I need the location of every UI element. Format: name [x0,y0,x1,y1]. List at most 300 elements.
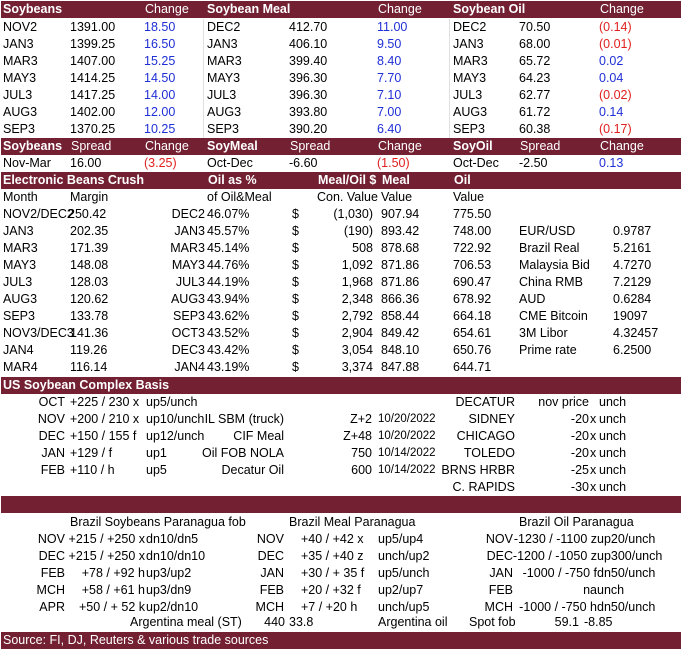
crush-margin: 202.35 [70,224,109,238]
brazil-meal-month: JAN [260,566,284,580]
brazil-meal-month: DEC [257,549,284,563]
futures-header-bar [1,1,681,18]
fx-label: EUR/USD [519,224,576,238]
crush-mealvalue-label: Value [381,190,413,204]
brazil-oil-month: JAN [489,566,513,580]
soybeans-price: 1370.25 [70,122,116,136]
soybeans-month: AUG3 [3,105,38,119]
crush-meal-oil: 2,792 [341,309,373,323]
fx-label: CME Bitcoin [519,309,588,323]
spread-oil-period: Oct-Dec [453,156,499,170]
crush-margin: 250.42 [68,207,107,221]
crush-oil-value: 678.92 [453,292,492,306]
brazil-oil-change: up300/unch [597,549,663,563]
brazil-soy-change: up3/up2 [146,566,192,580]
basis-processor-x: x [590,480,597,494]
meal-change: 7.00 [377,105,402,119]
crush-meal-oil: 508 [352,241,373,255]
basis-soy-bid: +129 / f [70,446,113,460]
basis-processor-location: DECATUR [455,395,515,409]
brazil-soy-change: up3/dn9 [146,583,192,597]
soybeans-month: JAN3 [3,37,34,51]
crush-dollar: $ [292,241,299,255]
argentina-meal-label: Argentina meal (ST) [130,615,242,629]
spread-oil-change-label: Change [600,139,644,153]
spread-meal-label: Spread [290,139,331,153]
soybeans-title: Soybeans [3,2,63,16]
spread-oil-value: -2.50 [519,156,548,170]
crush-meal-oil: 3,054 [341,343,373,357]
crush-dollar: $ [292,224,299,238]
basis-soy-bid: +225 / 230 x [70,395,140,409]
fx-label: Malaysia Bid [519,258,590,272]
soybeans-change: 10.25 [144,122,176,136]
meal-price: 412.70 [289,20,328,34]
fx-value: 6.2500 [613,343,652,357]
brazil-oil-change: dn50/unch [597,566,656,580]
crush-month2: JAN4 [174,360,205,374]
brazil-oil-change: up20/unch [597,532,656,546]
crush-meal-oil: 1,968 [341,275,373,289]
spread-oil-title: SoyOil [453,139,493,153]
crush-oil-pct: 43.94% [207,292,250,306]
crush-month: NOV3/DEC3 [3,326,74,340]
crush-margin: 133.78 [70,309,109,323]
crush-month: AUG3 [3,292,38,306]
crush-meal-oil: 2,904 [341,326,373,340]
crush-dollar: $ [292,343,299,357]
basis-soy-month: NOV [37,412,65,426]
argentina-oil-change: -8.85 [584,615,613,629]
basis-soy-month: DEC [38,429,65,443]
fx-value: 0.9787 [613,224,652,238]
footer-bar [1,632,681,649]
oil-change: (0.01) [599,37,632,51]
brazil-meal-month: NOV [256,532,284,546]
brazil-meal-bid: +20 / +32 f [301,583,361,597]
crush-oil-pct: 43.62% [207,309,250,323]
basis-product-date: 10/20/2022 [378,430,436,442]
brazil-meal-change: up2/up7 [378,583,424,597]
argentina-meal-value: 440 [264,615,285,629]
brazil-oil-month: MCH [484,600,513,614]
meal-change: 6.40 [377,122,402,136]
crush-meal-value: 866.36 [381,292,420,306]
crush-month2: OCT3 [171,326,205,340]
spread-meal-change: (1.50) [377,156,410,170]
oil-month: SEP3 [453,122,485,136]
oil-price: 64.23 [519,71,551,85]
soybeans-price: 1417.25 [70,88,116,102]
oil-change: 0.02 [599,54,624,68]
crush-margin: 141.36 [70,326,109,340]
basis-processor-change: unch [599,429,627,443]
brazil-oil-title: Brazil Oil Paranagua [519,515,634,529]
spreads-header-bar [1,138,681,155]
footer-source: Source: FI, DJ, Reuters & various trade sources [3,633,269,647]
meal-price: 390.20 [289,122,328,136]
meal-change: 7.10 [377,88,402,102]
crush-oil-pct: 43.52% [207,326,250,340]
soybeans-price: 1407.00 [70,54,116,68]
basis-title: US Soybean Complex Basis [3,378,170,392]
crush-oil-pct: 44.19% [207,275,250,289]
spread-meal-period: Oct-Dec [207,156,253,170]
crush-meal-value: 847.88 [381,360,420,374]
basis-product-label: Decatur Oil [221,463,284,477]
brazil-oil-month: FEB [488,583,513,597]
brazil-meal-change: up5/unch [378,566,430,580]
soybeans-price: 1414.25 [70,71,116,85]
brazil-meal-title: Brazil Meal Paranagua [289,515,416,529]
crush-month: SEP3 [3,309,35,323]
crush-oil-value: 748.00 [453,224,492,238]
oil-price: 68.00 [519,37,551,51]
meal-title: Soybean Meal [207,2,291,16]
basis-processor-change: unch [599,446,627,460]
basis-soy-change: up1 [146,446,167,460]
fx-label: Brazil Real [519,241,580,255]
meal-change-label: Change [378,2,422,16]
basis-processor-change: unch [599,412,627,426]
basis-soy-month: FEB [40,463,65,477]
crush-dollar: $ [292,292,299,306]
meal-price: 396.30 [289,88,328,102]
basis-processor-x: x [590,429,597,443]
meal-month: JUL3 [207,88,237,102]
meal-change: 9.50 [377,37,402,51]
crush-oil-value: 644.71 [453,360,492,374]
crush-oil-value: 706.53 [453,258,492,272]
brazil-soy-bid: +215 / +250 x [68,532,145,546]
oil-price: 65.72 [519,54,551,68]
brazil-soy-month: APR [39,600,65,614]
meal-price: 396.30 [289,71,328,85]
brazil-oil-bid: -1200 / -1050 z [512,549,597,563]
crush-meal-oil: (1,030) [333,207,373,221]
basis-processor-value: -20 [570,412,589,426]
meal-price: 406.10 [289,37,328,51]
brazil-oil-change: dn50/unch [597,600,656,614]
crush-meal-value: 849.42 [381,326,420,340]
basis-processor-x: x [590,446,597,460]
brazil-oil-change: unch [597,583,625,597]
spread-meal-change-label: Change [378,139,422,153]
basis-processor-value: -30 [570,480,589,494]
brazil-oil-bid: -1000 / -750 h [519,600,597,614]
brazil-oil-bid: na [583,583,597,597]
crush-margin: 120.62 [70,292,109,306]
oil-month: JAN3 [453,37,484,51]
meal-price: 399.40 [289,54,328,68]
crush-oil-pct: 46.07% [207,207,250,221]
fx-value: 5.2161 [613,241,652,255]
oil-price: 60.38 [519,122,551,136]
fx-label: AUD [519,292,546,306]
basis-processor-change: unch [599,395,627,409]
oil-month: JUL3 [453,88,483,102]
basis-product-label: Oil FOB NOLA [202,446,284,460]
crush-dollar: $ [292,326,299,340]
crush-month-label: Month [3,190,38,204]
oil-change-label: Change [600,2,644,16]
crush-meal-value: 907.94 [381,207,420,221]
oil-month: DEC2 [453,20,487,34]
brazil-soy-month: NOV [37,532,65,546]
brazil-meal-bid: +30 / + 35 f [301,566,365,580]
basis-processor-location: C. RAPIDS [452,480,515,494]
spread-soy-change-label: Change [145,139,189,153]
brazil-oil-bid: -1000 / -750 f [522,566,597,580]
spread-soy-change: (3.25) [144,156,177,170]
crush-meal-oil: (190) [343,224,373,238]
fx-value: 0.6284 [613,292,652,306]
oil-price: 61.72 [519,105,551,119]
brazil-oil-month: NOV [485,532,513,546]
crush-month2: DEC2 [171,207,205,221]
fx-label: Prime rate [519,343,577,357]
basis-processor-value: nov price [538,395,589,409]
basis-processor-value: -20 [570,429,589,443]
brazil-soy-bid: +215 / +250 x [68,549,145,563]
crush-month: JUL3 [3,275,33,289]
basis-soy-change: up5 [146,463,167,477]
crush-month2: JUL3 [175,275,205,289]
spread-meal-title: SoyMeal [207,139,258,153]
brazil-oil-bid: -1230 / -1100 z [513,532,597,546]
spread-oil-change: 0.13 [599,156,624,170]
brazil-soy-bid: +78 / +92 h [81,566,145,580]
crush-meal-value: 858.44 [381,309,420,323]
oil-price: 70.50 [519,20,551,34]
basis-processor-location: TOLEDO [463,446,515,460]
crush-meal-label: Meal [382,173,410,187]
brazil-soy-title: Brazil Soybeans Paranagua fob [70,515,246,529]
soybeans-change: 15.25 [144,54,176,68]
crush-oil-value: 690.47 [453,275,492,289]
crush-mealoil-label: Meal/Oil $ [318,173,377,187]
basis-soy-month: JAN [41,446,65,460]
crush-margin: 116.14 [70,360,108,374]
crush-header-bar [1,172,681,189]
meal-month: JAN3 [207,37,238,51]
argentina-oil-label: Argentina oil [378,615,448,629]
soybeans-change: 14.00 [144,88,176,102]
crush-meal-oil: 2,348 [341,292,373,306]
basis-product-value: 750 [351,446,372,460]
soybeans-change: 16.50 [144,37,176,51]
oil-change: (0.17) [599,122,632,136]
basis-soy-bid: +110 / h [70,463,115,477]
oil-change: (0.02) [599,88,632,102]
crush-dollar: $ [292,207,299,221]
meal-change: 8.40 [377,54,402,68]
soybeans-month: NOV2 [3,20,38,34]
soybeans-month: SEP3 [3,122,35,136]
brazil-meal-change: up5/up4 [378,532,424,546]
brazil-meal-bid: +35 / +40 z [301,549,364,563]
crush-month2: MAR3 [170,241,205,255]
crush-dollar: $ [292,309,299,323]
crush-title: Electronic Beans Crush [3,173,145,187]
crush-oil-value: 650.76 [453,343,492,357]
crush-meal-value: 878.68 [381,241,420,255]
crush-meal-value: 871.86 [381,258,420,272]
crush-oil-pct: 43.19% [207,360,250,374]
basis-processor-location: CHICAGO [456,429,515,443]
soybeans-price: 1402.00 [70,105,116,119]
crush-meal-value: 848.10 [381,343,420,357]
basis-product-label: IL SBM (truck) [204,412,284,426]
basis-soy-change: up10/unch [146,412,205,426]
crush-month2: SEP3 [173,309,205,323]
basis-processor-value: -20 [570,446,589,460]
basis-processor-change: unch [599,480,627,494]
soybeans-change-label: Change [145,2,189,16]
spread-soy-title: Soybeans [3,139,63,153]
soybeans-month: JUL3 [3,88,33,102]
soybeans-change: 12.00 [144,105,176,119]
crush-oil-value: 654.61 [453,326,492,340]
soybeans-month: MAY3 [3,71,37,85]
brazil-soy-month: MCH [36,583,65,597]
oil-change: 0.04 [599,71,624,85]
basis-product-value: Z+48 [343,429,372,443]
meal-month: AUG3 [207,105,242,119]
meal-price: 393.80 [289,105,328,119]
meal-month: SEP3 [207,122,239,136]
oil-month: AUG3 [453,105,488,119]
crush-oil-pct: 45.57% [207,224,250,238]
spread-soy-label: Spread [71,139,112,153]
brazil-soy-bid: +50 / + 52 k [78,600,145,614]
brazil-oil-month: DEC [486,549,513,563]
brazil-soy-month: DEC [38,549,65,563]
argentina-meal-change: 33.8 [289,615,314,629]
crush-dollar: $ [292,275,299,289]
crush-margin-label: Margin [70,190,109,204]
soybeans-price: 1391.00 [70,20,116,34]
crush-month: MAR3 [3,241,38,255]
crush-oilvalue-label: Value [453,190,485,204]
soybeans-price: 1399.25 [70,37,116,51]
crush-meal-value: 871.86 [381,275,420,289]
fx-value: 7.2129 [613,275,652,289]
basis-soy-change: up5/unch [146,395,198,409]
basis-product-date: 10/20/2022 [378,413,436,425]
basis-product-value: Z+2 [350,412,372,426]
brazil-soy-change: dn10/dn5 [146,532,199,546]
basis-soy-change: up12/unch [146,429,205,443]
crush-oil-pct: 43.42% [207,343,250,357]
brazil-soy-change: dn10/dn10 [146,549,206,563]
spread-soy-period: Nov-Mar [3,156,51,170]
crush-oil-label: Oil [454,173,471,187]
brazil-soy-change: up2/dn10 [146,600,199,614]
meal-month: MAR3 [207,54,242,68]
oil-change: 0.14 [599,105,624,119]
basis-processor-location: SIDNEY [468,412,515,426]
crush-month: NOV2/DEC2 [3,207,74,221]
crush-month: MAY3 [3,258,37,272]
argentina-oil-sub: Spot fob [469,615,516,629]
oil-month: MAY3 [453,71,487,85]
basis-processor-x: x [590,463,597,477]
basis-processor-x: x [590,412,597,426]
basis-soy-bid: +200 / 210 x [70,412,140,426]
meal-change: 7.70 [377,71,402,85]
basis-processor-value: -25 [570,463,589,477]
crush-month2: AUG3 [170,292,205,306]
crush-oil-value: 722.92 [453,241,492,255]
soybeans-change: 18.50 [144,20,176,34]
basis-product-value: 600 [351,463,372,477]
fx-label: 3M Libor [519,326,568,340]
fx-label: China RMB [519,275,583,289]
brazil-meal-bid: +40 / +42 x [301,532,364,546]
spread-oil-label: Spread [520,139,561,153]
spread-soy-value: 16.00 [70,156,102,170]
crush-margin: 128.03 [70,275,109,289]
oil-title: Soybean Oil [453,2,526,16]
crush-margin: 119.26 [70,343,108,357]
basis-soy-month: OCT [38,395,65,409]
basis-product-date: 10/14/2022 [378,464,436,476]
basis-soy-bid: +150 / 155 f [70,429,137,443]
brazil-meal-month: MCH [255,600,284,614]
crush-month2: MAY3 [171,258,205,272]
crush-month2: JAN3 [174,224,205,238]
brazil-meal-change: unch/up2 [378,549,430,563]
crush-oilpct-label: Oil as % [208,173,257,187]
crush-convalue-label: Con. Value [317,190,378,204]
basis-processor-location: BRNS HRBR [441,463,515,477]
divider-bar [1,496,681,513]
brazil-meal-month: FEB [259,583,284,597]
meal-change: 11.00 [377,20,408,34]
fx-value: 4.7270 [613,258,652,272]
crush-oil-pct: 45.14% [207,241,250,255]
basis-product-label: CIF Meal [233,429,284,443]
brazil-soy-bid: +58 / +61 h [81,583,145,597]
oil-change: (0.14) [599,20,632,34]
argentina-oil-value: 59.1 [554,615,579,629]
crush-month: JAN4 [3,343,34,357]
oil-price: 62.77 [519,88,551,102]
crush-meal-value: 893.42 [381,224,420,238]
brazil-meal-change: unch/up5 [378,600,430,614]
basis-processor-change: unch [599,463,627,477]
crush-month: MAR4 [3,360,38,374]
crush-oil-pct: 44.76% [207,258,250,272]
crush-margin: 171.39 [70,241,109,255]
soybeans-month: MAR3 [3,54,38,68]
basis-header-bar [1,377,681,394]
crush-meal-oil: 1,092 [341,258,373,272]
crush-oil-value: 775.50 [453,207,492,221]
crush-meal-oil: 3,374 [341,360,373,374]
fx-value: 4.32457 [613,326,659,340]
crush-margin: 148.08 [70,258,109,272]
crush-month2: DEC3 [171,343,205,357]
crush-oilmeal-label: of Oil&Meal [207,190,272,204]
crush-dollar: $ [292,258,299,272]
spread-meal-value: -6.60 [289,156,318,170]
brazil-meal-bid: +7 / +20 h [301,600,358,614]
crush-oil-value: 664.18 [453,309,492,323]
basis-product-date: 10/14/2022 [378,447,436,459]
soybeans-change: 14.50 [144,71,176,85]
